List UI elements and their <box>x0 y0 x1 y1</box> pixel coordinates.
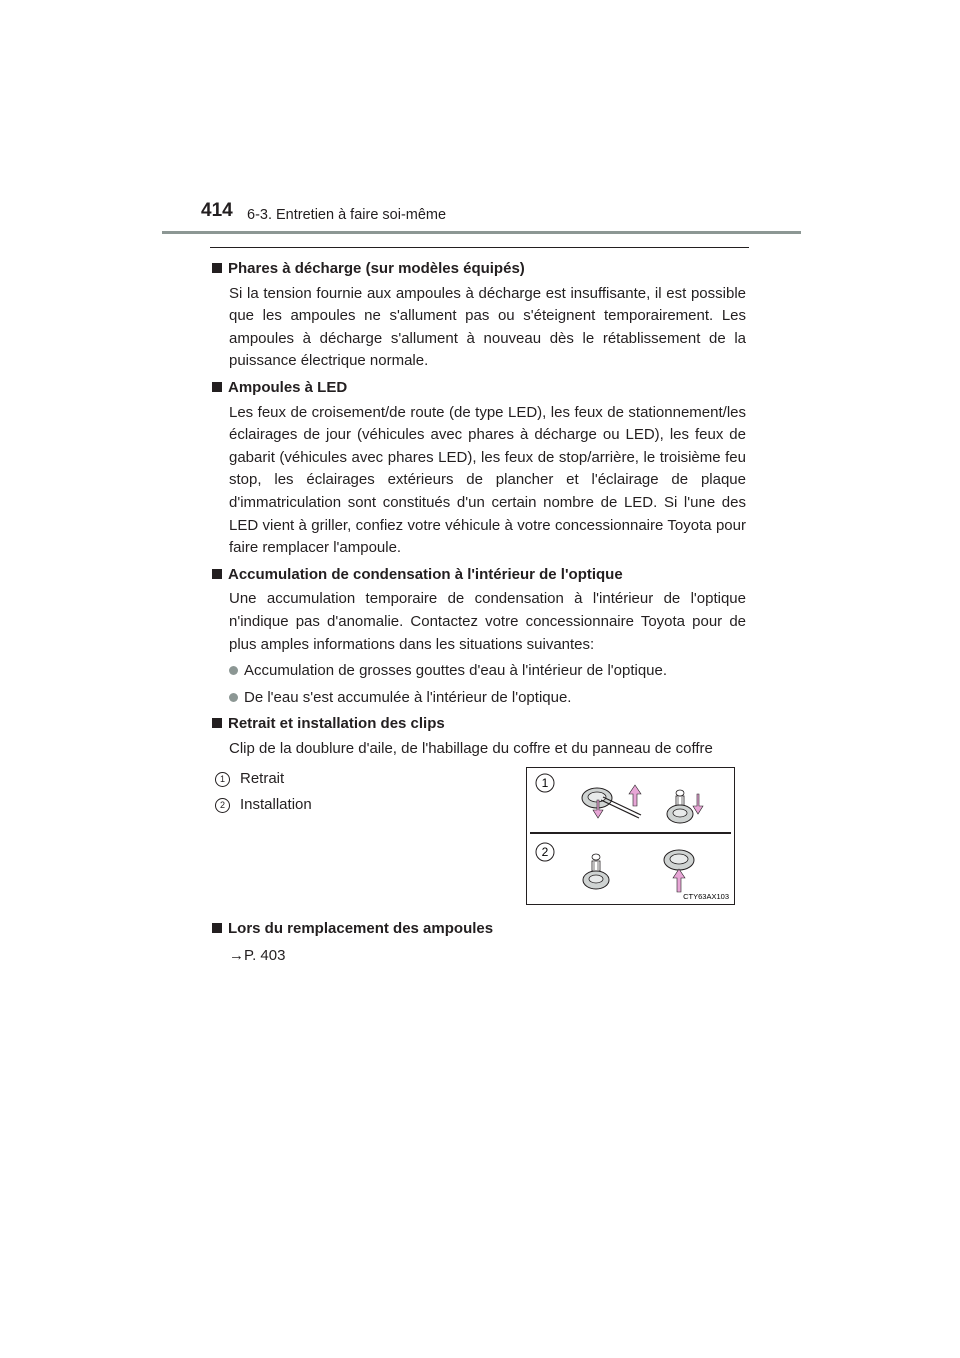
arrow-down-icon <box>693 794 703 814</box>
paragraph-clips: Clip de la doublure d'aile, de l'habillage du coffre et du panneau de coffre <box>229 739 713 757</box>
callout-1 <box>536 774 554 792</box>
square-bullet-icon <box>212 569 222 579</box>
clip-removal-side <box>667 790 693 823</box>
arrow-up-icon <box>629 785 641 806</box>
callout-2 <box>536 843 554 861</box>
heading-xenon: Phares à décharge (sur modèles équipés) <box>212 258 746 281</box>
arrow-up-icon <box>673 869 685 892</box>
round-bullet-icon <box>229 666 238 675</box>
square-bullet-icon <box>212 923 222 933</box>
paragraph-condensation: Une accumulation temporaire de condensation à l'intérieur de l'optique n'indique pas d'anomalie. Contactez votre concessionnaire Toyota pour de plus amples informations dans les situations suivantes: <box>229 590 746 653</box>
clip-illustration <box>526 767 735 905</box>
paragraph-xenon: Si la tension fournie aux ampoules à décharge est insuffisante, il est possible que les ampoules ne s'allument pas ou s'éteignent temporairement. Les ampoules à décharge s'allument à nouveau dès le rétablissement de la puissance électrique normale. <box>229 284 746 370</box>
figure-code: CTY63AX103 <box>683 892 729 902</box>
page-content <box>212 254 746 968</box>
square-bullet-icon <box>212 382 222 392</box>
step-label: Installation <box>240 796 312 814</box>
header-rule <box>162 231 801 234</box>
clip-steps <box>212 764 746 914</box>
clip-installation-side <box>583 854 609 889</box>
heading-condensation: Accumulation de condensation à l'intérieur de l'optique <box>212 564 746 587</box>
step-number-circle: 2 <box>215 798 230 813</box>
section-title: 6-3. Entretien à faire soi-même <box>247 207 447 223</box>
paragraph-led: Les feux de croisement/de route (de type LED), les feux de stationnement/les éclairages de jour (véhicules avec phares à décharge ou LED), les feux de gabarit (véhicules avec phares LED), les feux de stop/arrière, le troisième feu stop, les éclairages extérieurs de plancher et l'éclairage de plaque d'immatriculation sont constitués d'un certain nombre de LED. Si l'une des LED vient à griller, confiez votre véhicule à votre concessionnaire Toyota pour faire remplacer l'ampoule. <box>229 403 746 557</box>
square-bullet-icon <box>212 263 222 273</box>
page-reference-link[interactable]: →P. 403 <box>229 947 286 965</box>
heading-bulb-replacement: Lors du remplacement des ampoules <box>212 918 746 941</box>
page-number: 414 <box>201 200 233 221</box>
list-item: De l'eau s'est accumulée à l'intérieur de l'optique. <box>229 687 746 710</box>
heading-clips: Retrait et installation des clips <box>212 713 746 736</box>
step-removal <box>215 768 284 791</box>
step-number-circle: 1 <box>215 772 230 787</box>
svg-text:2: 2 <box>541 845 549 860</box>
square-bullet-icon <box>212 718 222 728</box>
clip-diagram-svg <box>527 768 734 904</box>
list-item: Accumulation de grosses gouttes d'eau à l'intérieur de l'optique. <box>229 660 746 683</box>
clip-installation-top <box>664 850 694 870</box>
step-label: Retrait <box>240 770 285 788</box>
round-bullet-icon <box>229 693 238 702</box>
heading-led: Ampoules à LED <box>212 377 746 400</box>
step-installation <box>215 794 312 817</box>
section-divider <box>210 247 749 248</box>
svg-text:1: 1 <box>541 776 549 791</box>
